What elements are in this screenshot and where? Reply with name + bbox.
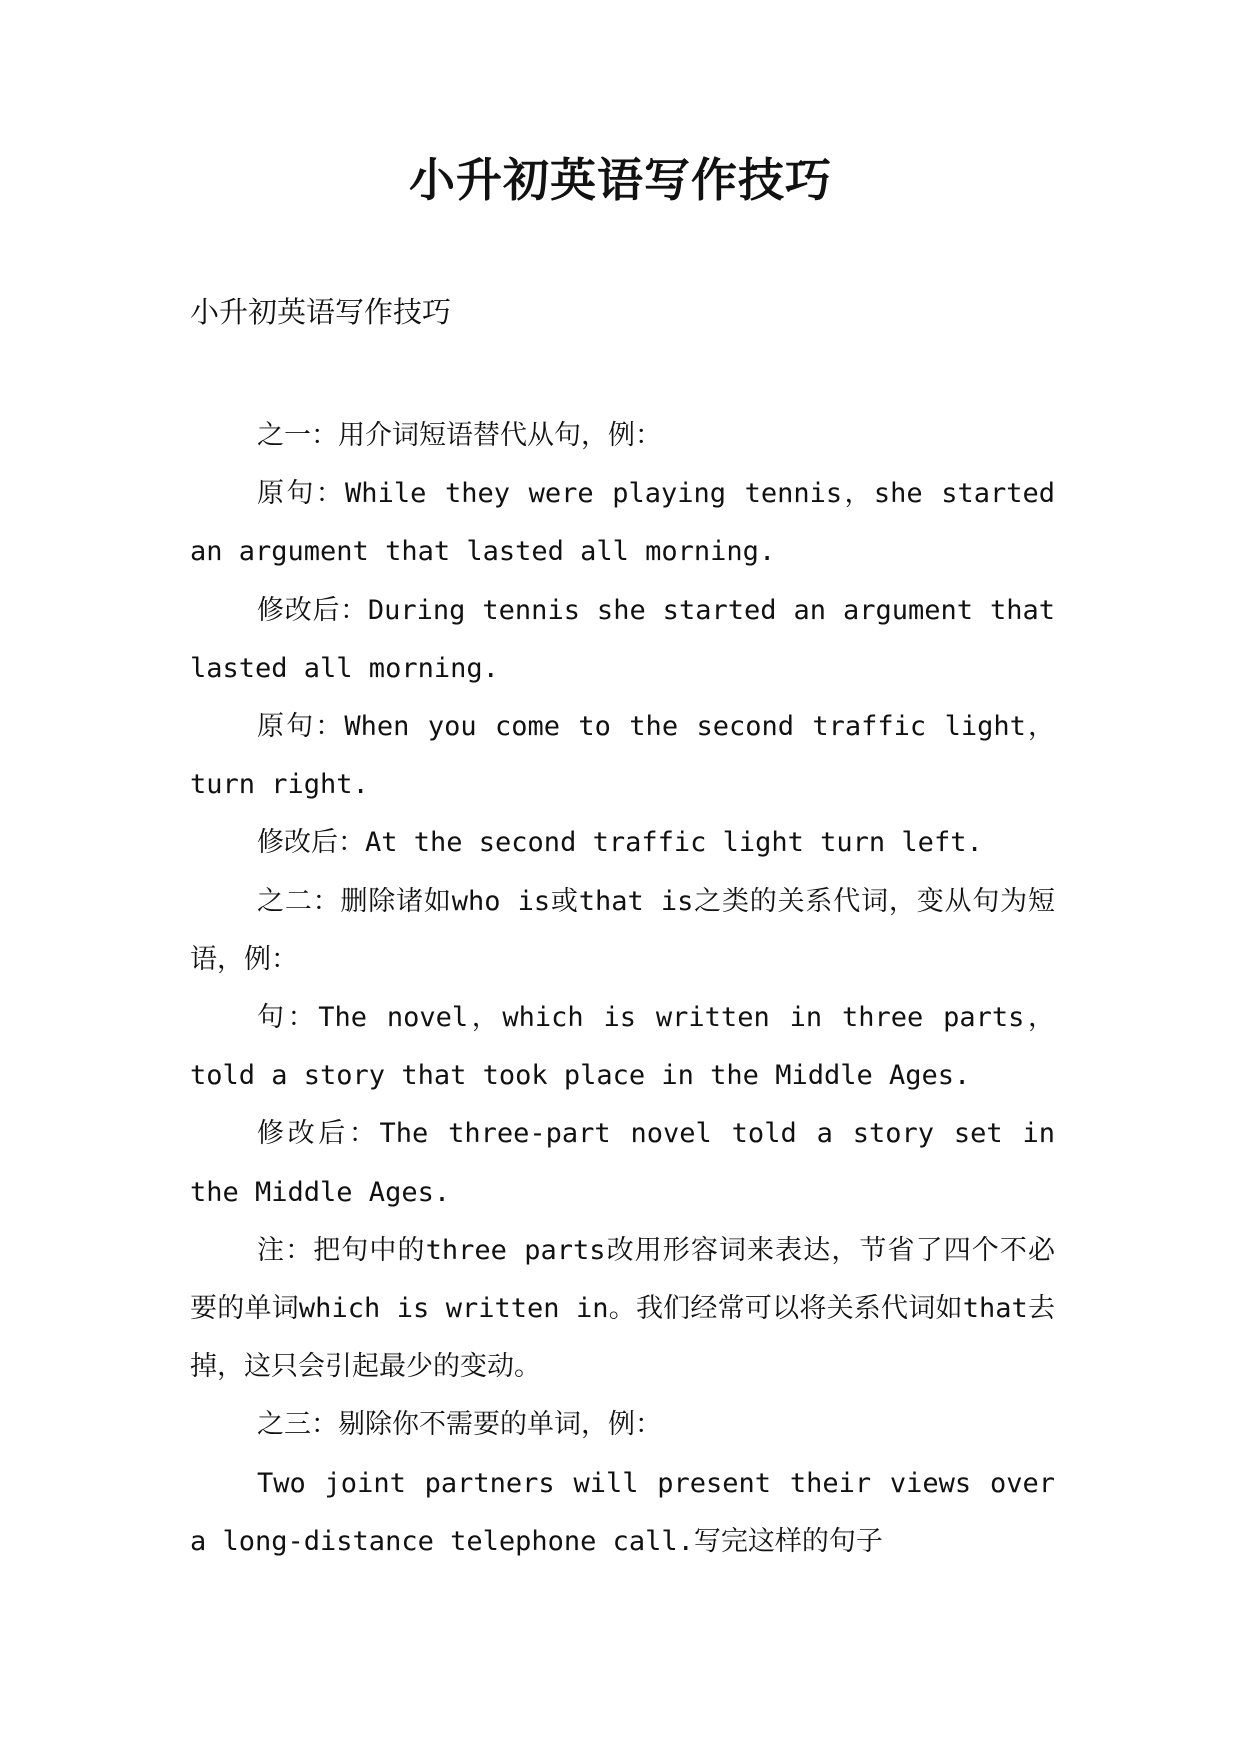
document-title: 小升初英语写作技巧 [409,153,832,207]
paragraph-tip-1-heading: 之一：用介词短语替代从句，例： [257,420,662,451]
paragraph-note: 注：把句中的three parts改用形容词来表达，节省了四个不必要的单词which is written in。我们经常可以将关系代词如that去掉，这只会引起最少的变动。 [190,1234,1055,1383]
paragraph-revised-3: 修改后：The three-part novel told a story set in the Middle Ages. [190,1118,1055,1208]
paragraph-original-2: 原句：When you come to the second traffic light，turn right. [190,711,1055,801]
paragraph-revised-1: 修改后：During tennis she started an argument that lasted all morning. [190,594,1055,684]
paragraph-tip-2-heading: 之二：删除诸如who is或that is之类的关系代词，变从句为短语，例： [190,885,1055,975]
paragraph-original-3: 句：The novel，which is written in three parts，told a story that took place in the Middle Ages. [190,1002,1055,1092]
paragraph-tip-3-heading: 之三：剔除你不需要的单词，例： [257,1409,662,1441]
paragraph-revised-2: 修改后：At the second traffic light turn left. [257,827,983,859]
paragraph-original-1: 原句：While they were playing tennis，she started an argument that lasted all morning. [190,478,1055,568]
document-body [190,407,1055,1571]
paragraph-example-4: Two joint partners will present their views over a long-distance telephone call.写完这样的句子 [190,1467,1055,1557]
document-subtitle: 小升初英语写作技巧 [190,295,452,329]
